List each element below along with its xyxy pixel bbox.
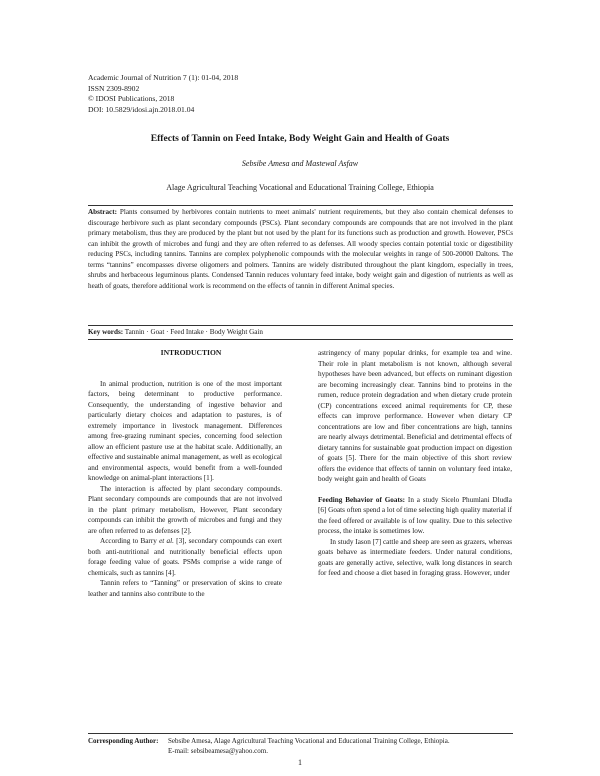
- journal-header: [88, 73, 238, 115]
- right-paragraph-1: astringency of many popular drinks, for example tea and wine. Their role in plant metabolism is not known, although several hypotheses have been advanced, but effects on ruminant digestion are becoming increasingly clear. Tannins bind to proteins in the rumen, reduce protein degradation and when dietary crude protein (CP) concentrations exceed animal requirements for CP, these effects can improve performance. However when dietary CP concentrations are low and fiber concentrations are high, tannins are nearly always detrimental. Beneficial and detrimental effects of dietary tannins for sustainable goat production impact on digestion of goats [5]. There for the main objective of this short review offers the evidence that effects of tannin on voluntary feed intake, body weight gain and health of Goats: [318, 349, 512, 483]
- intro-paragraph-2: The interaction is affected by plant secondary compounds. Plant secondary compounds are compounds that are not involved in the plant primary metabolism, However, Plant secondary compounds can inhibit the growth of microbes and fungi and they are often referred to as defenses [2].: [88, 484, 282, 535]
- abstract-label: Abstract:: [88, 208, 117, 216]
- intro-paragraph-3: [88, 536, 282, 578]
- right-paragraph-3: In study Iason [7] cattle and sheep are seen as grazers, whereas goats behave as intermediate feeders. Under natural conditions, goats are generally active, selective, walk long distances in search for feed and choose a diet based in foraging grass. However, under: [318, 537, 512, 577]
- abstract: [88, 207, 513, 291]
- authors: Sebsibe Amesa and Mastewal Asfaw: [241, 159, 359, 168]
- keywords-text: Tannin · Goat · Feed Intake · Body Weight Gain: [124, 328, 263, 336]
- p3-before: According to Barry: [100, 537, 160, 545]
- corresponding-text: Sebsibe Amesa, Alage Agricultural Teaching Vocational and Educational Training College, Ethiopia.: [168, 737, 450, 745]
- corresponding-email: E-mail: sebsibeamesa@yahoo.com.: [168, 747, 268, 755]
- abstract-text: Plants consumed by herbivores contain nutrients to meet animals' nutrient requirements, but they also contain chemical defenses to discourage herbivore such as plant secondary compounds (PSCs). Plant secondary compounds are compounds that are not involved in the plant primary metabolism, thus they are produced by the plant but not used by the plant for its functions such as production and growth. However, PSCs can inhibit the growth of microbes and fungi and they are often referred to as defenses. All woody species contain potential toxic or digestibility reducing PSCs, including tannins. Tannins are complex polyphenolic compounds with the molecular weights in range of 500-20000 Daltons. The terms “tannins” encompasses diverse oligomers and polmers. Tannins are widely distributed throughout the plant kingdom, especially in trees, shrubs and herbaceous leguminous plants. Condensed Tannin reduces voluntary feed intake, body weight gain and digestion of nutrients as well as heath of goats, therefore additional work is recommend on the effects of tannin in different Animal species.: [88, 208, 513, 290]
- abstract-top-rule: [88, 205, 513, 206]
- keywords-label: Key words:: [88, 328, 124, 336]
- feeding-behavior-heading: Feeding Behavior of Goats:: [318, 495, 406, 504]
- doi: DOI: 10.5829/idosi.ajn.2018.01.04: [88, 104, 195, 114]
- p3-italic: et al.: [159, 537, 174, 545]
- corresponding-label: Corresponding Author:: [88, 737, 159, 745]
- keywords-top-rule: [88, 325, 513, 326]
- intro-paragraph-1: In animal production, nutrition is one of the most important factors, being determinant to productive performance. Consequently, the understanding of ingestive behavior and particularly dietary choices and adaptation to pastures, is of extremely importance in livestock management. Differences among free-grazing ruminant species, concerning food selection allow an efficient pasture use at the habitat scale. Additionally, an effective and sustainable animal management, as well as ecological and environmental aspects, would benefit from a well-founded knowledge on animal-plant interactions [1].: [88, 379, 282, 482]
- affiliation: Alage Agricultural Teaching Vocational and Educational Training College, Ethiopia: [166, 183, 434, 192]
- feeding-behavior-paragraph: [318, 495, 512, 537]
- keywords: [88, 327, 513, 337]
- right-column: [318, 348, 512, 579]
- issn: ISSN 2309-8902: [88, 83, 140, 93]
- p3-after: [3], secondary compounds can exert both anti-nutritional and nutritionally beneficial effects upon forage feeding value of goats. PSMs comprise a wide range of chemicals, such as tannins [4].: [88, 537, 283, 577]
- corresponding-details: [168, 736, 513, 756]
- feeding-behavior-text: In a study Sicelo Phumlani Dludla [6] Goats often spend a lot of time selecting high quality material if the feed offered or available is of low quality. Due to this selective process, the intake is sometimes low.: [318, 495, 513, 535]
- footer-rule: [88, 733, 513, 734]
- intro-paragraph-4: Tannin refers to “Tanning” or preservation of skins to create leather and tannins also contribute to the: [88, 579, 282, 598]
- page-number: 1: [298, 758, 302, 767]
- journal-citation: Academic Journal of Nutrition 7 (1): 01-04, 2018: [88, 73, 239, 82]
- copyright: © IDOSI Publications, 2018: [88, 94, 175, 104]
- keywords-bottom-rule: [88, 339, 513, 340]
- paper-title: Effects of Tannin on Feed Intake, Body Weight Gain and Health of Goats: [150, 133, 450, 144]
- left-column: [88, 348, 282, 599]
- section-heading-introduction: INTRODUCTION: [160, 348, 222, 357]
